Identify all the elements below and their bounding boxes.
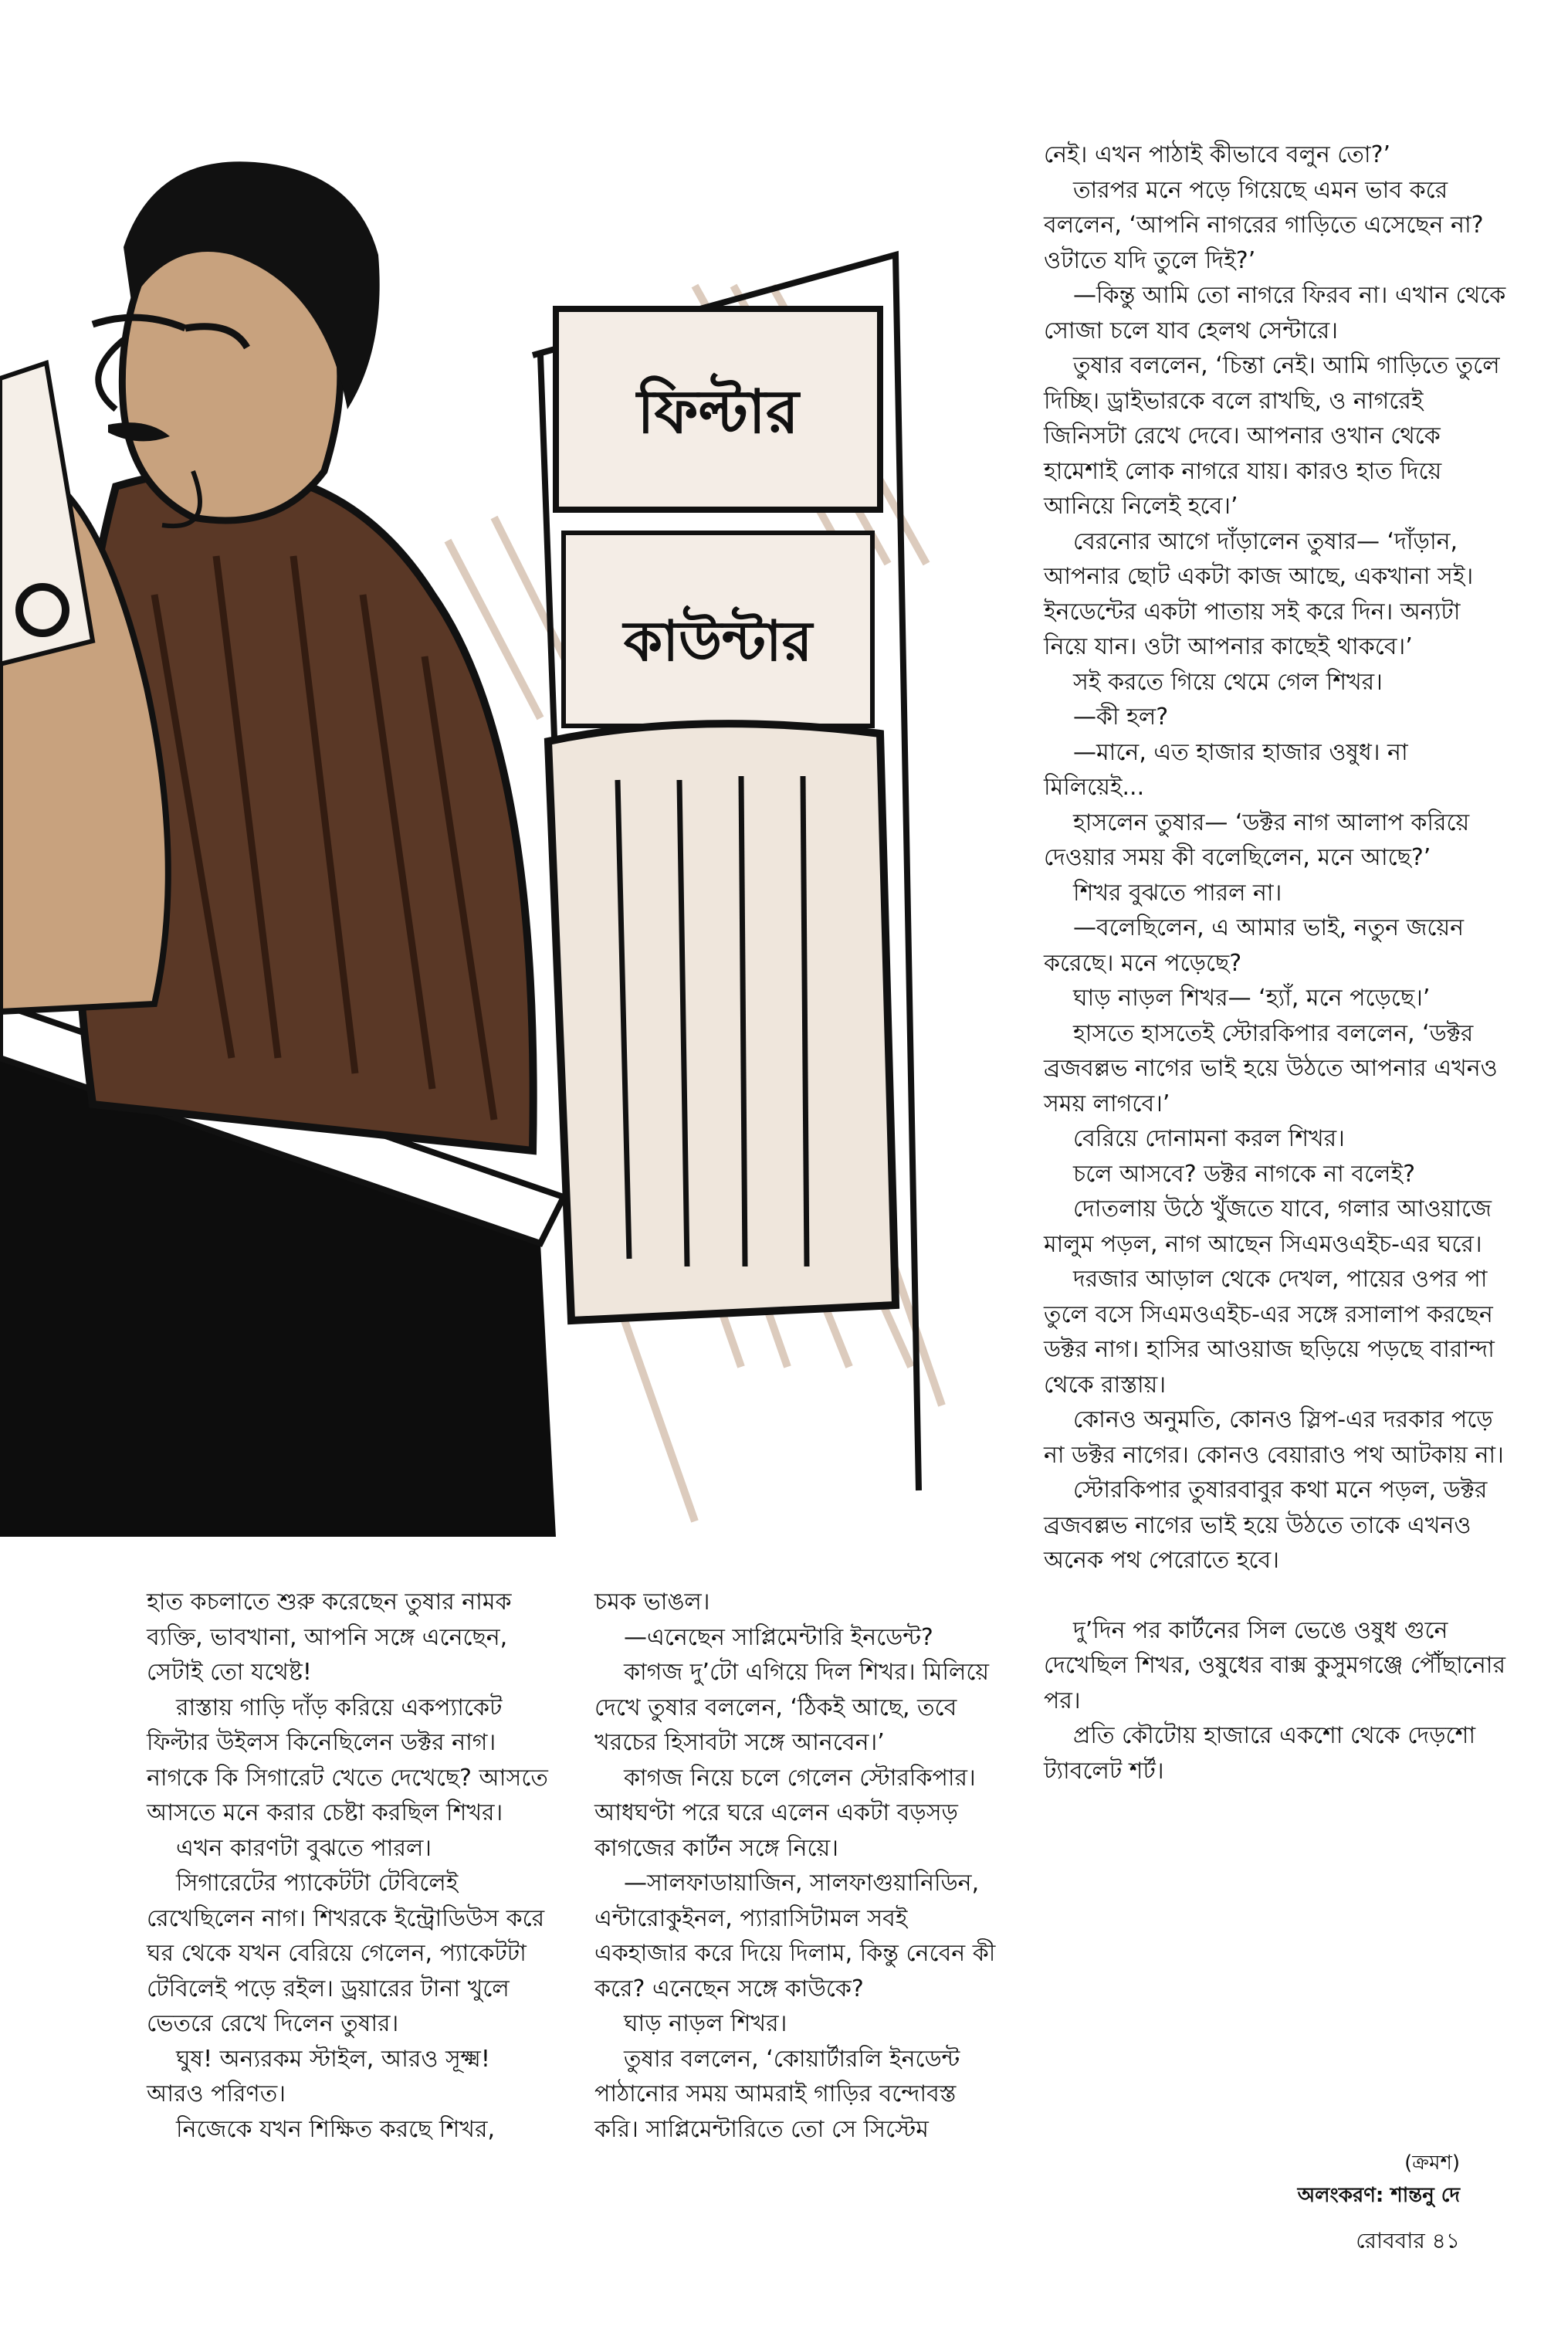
paragraph: —কিন্তু আমি তো নাগরে ফিরব না। এখান থেকে সোজা চলে যাব হেলথ সেন্টারে। [1044, 282, 1506, 344]
paragraph: সই করতে গিয়ে থেমে গেল শিখর। [1073, 668, 1383, 696]
story-column-middle [594, 1585, 996, 2147]
paragraph: ঘাড় নাড়ল শিখর। [624, 2010, 787, 2037]
paragraph: তারপর মনে পড়ে গিয়েছে এমন ভাব করে বললেন, ‘আপনি নাগরের গাড়িতে এসেছেন না? ওটাতে যদি তুলে দিই?’ [1044, 176, 1484, 274]
paragraph: ঘুষ! অন্যরকম স্টাইল, আরও সূক্ষ্ম! আরও পরিণত। [147, 2045, 490, 2107]
story-column-left [147, 1585, 548, 2147]
sign-text-bottom: কাউন্টার [623, 609, 813, 673]
paragraph: বেরিয়ে দোনামনা করল শিখর। [1073, 1125, 1345, 1152]
story-column-right [1044, 137, 1507, 1789]
paragraph: সিগারেটের প্যাকেটটা টেবিলেই রেখেছিলেন নাগ। শিখরকে ইন্ট্রোডিউস করে ঘর থেকে যখন বেরিয়ে গেলেন, প্যাকেটটা টেবিলেই পড়ে রইল। ড্রয়ারের টানা খুলে ভেতরে রেখে দিলেন তুষার। [147, 1870, 545, 2037]
paragraph: নেই। এখন পাঠাই কীভাবে বলুন তো?’ [1044, 141, 1391, 168]
paragraph: এখন কারণটা বুঝতে পারল। [176, 1834, 432, 1862]
paragraph: বেরনোর আগে দাঁড়ালেন তুষার— ‘দাঁড়ান, আপনার ছোট একটা কাজ আছে, একখানা সই। ইনডেন্টের একটা পাতায় সই করে দিন। অন্যটা নিয়ে যান। ওটা আপনার কাছেই থাকবে।’ [1044, 527, 1474, 660]
paragraph: তুষার বললেন, ‘চিন্তা নেই। আমি গাড়িতে তুলে দিচ্ছি। ড্রাইভারকে বলে রাখছি, ও নাগরেই জিনিসটা রেখে দেবে। আপনার ওখান থেকে হামেশাই লোক নাগরে যায়। কারও হাত দিয়ে আনিয়ে নিলেই হবে।’ [1044, 352, 1500, 520]
paragraph: প্রতি কৌটোয় হাজারে একশো থেকে দেড়শো ট্যাবলেট শর্ট। [1044, 1722, 1476, 1785]
paragraph: স্টোরকিপার তুষারবাবুর কথা মনে পড়ল, ডক্টর ব্রজবল্লভ নাগের ভাই হয়ে উঠতে তাকে এখনও অনেক পথ পেরোতে হবে। [1044, 1477, 1488, 1574]
paragraph: —মানে, এত হাজার হাজার ওষুধ। না মিলিয়েই... [1044, 738, 1408, 801]
paragraph: দোতলায় উঠে খুঁজতে যাবে, গলার আওয়াজে মালুম পড়ল, নাগ আছেন সিএমওএইচ-এর ঘরে। [1044, 1195, 1492, 1258]
paragraph: কাগজ দু’টো এগিয়ে দিল শিখর। মিলিয়ে দেখে তুষার বললেন, ‘ঠিকই আছে, তবে খরচের হিসাবটা সঙ্গে আনবেন।’ [594, 1659, 990, 1756]
paragraph: চমক ভাঙল। [594, 1589, 710, 1616]
paragraph: —সালফাডায়াজিন, সালফাগুয়ানিডিন, এন্টারোকুইনল, প্যারাসিটামল সবই একহাজার করে দিয়ে দিলাম, কিন্তু নেবেন কী করে? এনেছেন সঙ্গে কাউকে? [594, 1870, 996, 2002]
paragraph: কোনও অনুমতি, কোনও স্লিপ-এর দরকার পড়ে না ডক্টর নাগের। কোনও বেয়ারাও পথ আটকায় না। [1044, 1406, 1504, 1469]
paragraph: তুষার বললেন, ‘কোয়ার্টারলি ইনডেন্ট পাঠানোর সময় আমরাই গাড়ির বন্দোবস্ত করি। সাপ্লিমেন্টারিতে তো সে সিস্টেম [594, 2045, 960, 2143]
paragraph: দু’দিন পর কার্টনের সিল ভেঙে ওষুধ গুনে দেখেছিল শিখর, ওষুধের বাক্স কুসুমগঞ্জে পৌঁছানোর পর। [1044, 1616, 1505, 1714]
credits [1298, 2147, 1460, 2212]
paragraph: —বলেছিলেন, এ আমার ভাই, নতুন জয়েন করেছে। মনে পড়েছে? [1044, 914, 1465, 977]
paragraph: নিজেকে যখন শিক্ষিত করছে শিখর, [176, 2115, 495, 2143]
paragraph: ঘাড় নাড়ল শিখর— ‘হ্যাঁ, মনে পড়েছে।’ [1073, 985, 1431, 1012]
cabinet [548, 724, 896, 1321]
paragraph: হাসতে হাসতেই স্টোরকিপার বললেন, ‘ডক্টর ব্রজবল্লভ নাগের ভাই হয়ে উঠতে আপনার এখনও সময় লাগবে।’ [1044, 1019, 1498, 1117]
sign-board-top [556, 309, 880, 510]
continued-label: (ক্রমশ) [1404, 2151, 1460, 2175]
sign-board-bottom [564, 533, 872, 726]
paragraph: শিখর বুঝতে পারল না। [1073, 879, 1282, 907]
story-illustration [0, 54, 946, 1537]
paragraph: —কী হল? [1073, 704, 1169, 731]
paragraph: কাগজ নিয়ে চলে গেলেন স্টোরকিপার। আধঘণ্টা পরে ঘরে এলেন একটা বড়সড় কাগজের কার্টন সঙ্গে নিয়ে। [594, 1764, 976, 1862]
paragraph: —এনেছেন সাপ্লিমেন্টারি ইনডেন্ট? [624, 1623, 933, 1651]
paragraph: রাস্তায় গাড়ি দাঁড় করিয়ে একপ্যাকেট ফিল্টার উইলস কিনেছিলেন ডক্টর নাগ। নাগকে কি সিগারেট খেতে দেখেছে? আসতে আসতে মনে করার চেষ্টা করছিল শিখর। [147, 1694, 548, 1826]
paragraph: দরজার আড়াল থেকে দেখল, পায়ের ওপর পা তুলে বসে সিএমওএইচ-এর সঙ্গে রসালাপ করছেন ডক্টর নাগ। হাসির আওয়াজ ছড়িয়ে পড়ছে বারান্দা থেকে রাস্তায়। [1044, 1266, 1495, 1399]
man-figure [0, 161, 533, 1151]
page-folio: রোববার ৪১ [1356, 2228, 1460, 2253]
sign-text-top: ফিল্টার [637, 378, 799, 447]
paragraph: চলে আসবে? ডক্টর নাগকে না বলেই? [1073, 1160, 1415, 1188]
illustration-credit: অলংকরণ: শান্তনু দে [1297, 2184, 1460, 2207]
paragraph: হাসলেন তুষার— ‘ডক্টর নাগ আলাপ করিয়ে দেওয়ার সময় কী বলেছিলেন, মনে আছে?’ [1044, 809, 1470, 871]
paragraph: হাত কচলাতে শুরু করেছেন তুষার নামক ব্যক্তি, ভাবখানা, আপনি সঙ্গে এনেছেন, সেটাই তো যথেষ্ট! [147, 1589, 512, 1686]
